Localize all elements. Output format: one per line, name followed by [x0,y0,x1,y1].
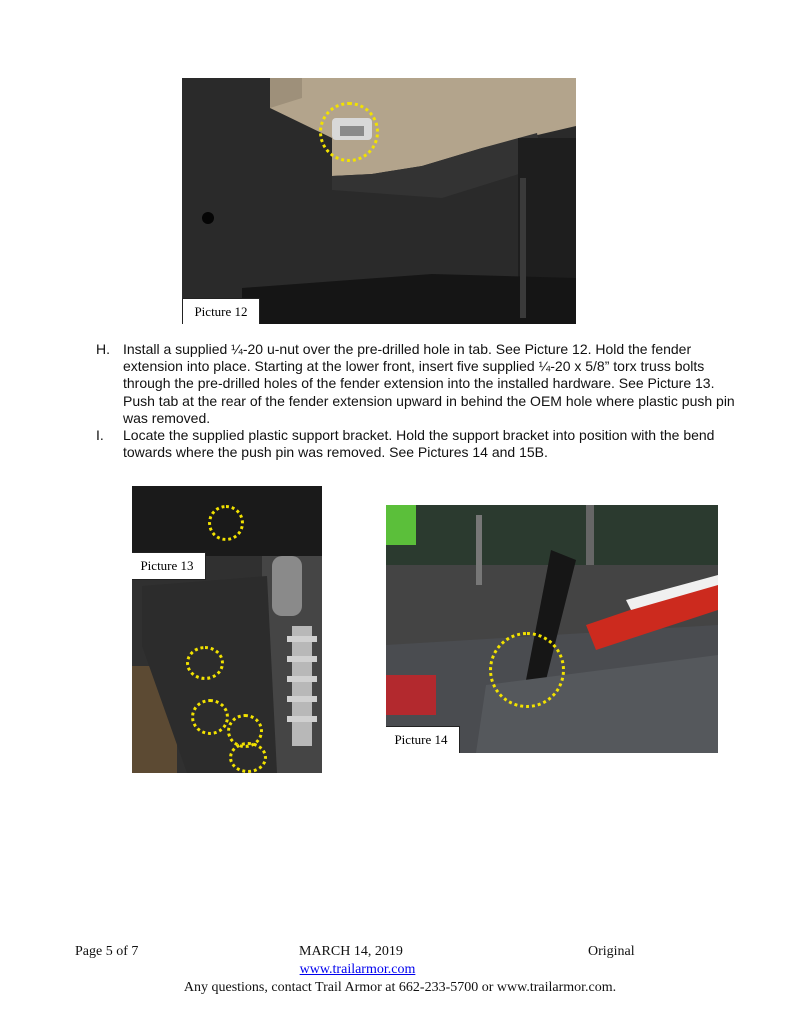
picture-13-caption [132,552,206,580]
picture-14-image [386,505,718,753]
step-h-text: Install a supplied ¼-20 u-nut over the pre-drilled hole in tab. See Picture 12. Hold the fender extension into place. Starting at the lower front, insert five supplied ¼-20 x 5/8” torx truss bolts through the pre-drilled holes of the fender extension into the installed hardware. See Picture 13. Push tab at the rear of the fender extension upward in behind the OEM hole where plastic push pin was removed. [123,341,735,426]
marker-bolt-1 [208,505,244,541]
marker-support-bracket [489,632,565,708]
picture-14-caption [386,726,460,753]
picture-13-caption-text: Picture 13 [140,558,194,573]
marker-unut [319,102,379,162]
step-i [96,427,736,461]
footer-page: Page 5 of 7 [75,944,139,959]
footer-link-row [0,962,715,978]
marker-bolt-3 [191,699,229,735]
picture-14-photo [386,505,718,753]
instruction-steps [96,341,736,461]
marker-bolt-2 [186,646,224,680]
picture-13-photo [132,486,322,773]
step-i-text: Locate the supplied plastic support bracket. Hold the support bracket into position with the bend towards where the push pin was removed. See Pictures 14 and 15B. [123,427,715,461]
picture-12-caption [182,298,260,324]
footer-website-link[interactable]: www.trailarmor.com [299,962,416,977]
step-h [96,341,736,427]
step-i-letter: I. [96,427,104,444]
step-h-letter: H. [96,341,110,357]
footer-date: MARCH 14, 2019 [299,944,403,959]
footer-contact: Any questions, contact Trail Armor at 662-233-5700 or www.trailarmor.com. [183,980,617,995]
picture-12-image [182,78,576,324]
picture-12-photo [182,78,576,324]
footer-status: Original [588,944,635,959]
picture-14-caption-text: Picture 14 [394,732,448,747]
marker-bolt-5 [229,742,267,773]
picture-12-caption-text: Picture 12 [194,304,248,319]
